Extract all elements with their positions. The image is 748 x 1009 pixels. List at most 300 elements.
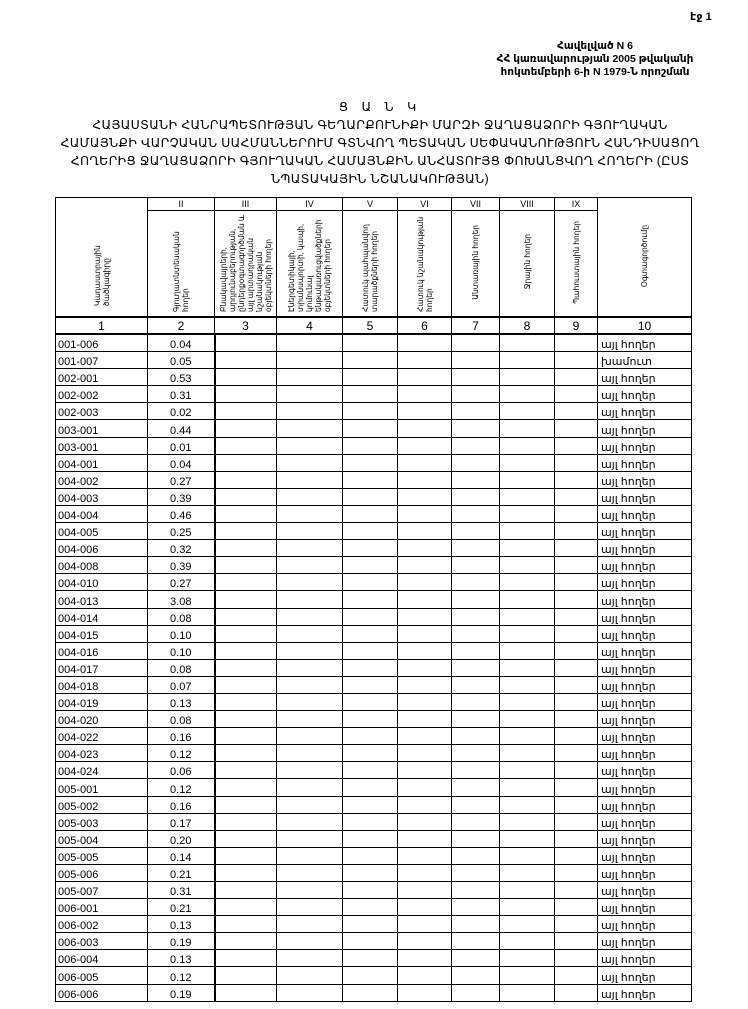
table-row xyxy=(56,984,692,1001)
empty-cell-col-4 xyxy=(277,454,343,471)
empty-cell-col-3 xyxy=(215,454,277,471)
empty-cell-col-6 xyxy=(398,950,452,967)
empty-cell-col-3 xyxy=(215,659,277,676)
usage-cell: այլ հողեր xyxy=(598,505,692,522)
cadastral-code-cell: 001-006 xyxy=(56,334,148,352)
empty-cell-col-6 xyxy=(398,728,452,745)
agricultural-area-cell: 0.17 xyxy=(148,813,215,830)
table-row xyxy=(56,505,692,522)
agricultural-area-cell: 0.31 xyxy=(148,882,215,899)
table-row xyxy=(56,933,692,950)
empty-cell-col-7 xyxy=(452,386,500,403)
empty-cell-col-3 xyxy=(215,728,277,745)
empty-cell-col-9 xyxy=(555,916,598,933)
roman-9: IX xyxy=(555,198,598,211)
empty-cell-col-4 xyxy=(277,523,343,540)
title-line-2: ՀԱՅԱՍՏԱՆԻ ՀԱՆՐԱՊԵՏՈՒԹՅԱՆ ԳԵՂԱՐՔՈՒՆԻՔԻ ՄԱՐԶԻ ՋԱՂԱՑԱՁՈՐԻ ԳՅՈՒՂԱԿԱՆ xyxy=(92,118,668,132)
usage-cell: այլ հողեր xyxy=(598,488,692,505)
empty-cell-col-6 xyxy=(398,557,452,574)
empty-cell-col-7 xyxy=(452,334,500,352)
empty-cell-col-9 xyxy=(555,403,598,420)
agricultural-area-cell: 0.08 xyxy=(148,608,215,625)
empty-cell-col-4 xyxy=(277,779,343,796)
empty-cell-col-3 xyxy=(215,967,277,984)
usage-cell: այլ հողեր xyxy=(598,864,692,881)
col-number-6: 6 xyxy=(398,317,452,334)
usage-cell: այլ հողեր xyxy=(598,574,692,591)
table-row xyxy=(56,728,692,745)
empty-cell-col-7 xyxy=(452,882,500,899)
empty-cell-col-9 xyxy=(555,711,598,728)
empty-cell-col-4 xyxy=(277,711,343,728)
cadastral-code-cell: 005-004 xyxy=(56,830,148,847)
roman-3: III xyxy=(215,198,277,211)
agricultural-area-cell: 3.08 xyxy=(148,591,215,608)
empty-cell-col-7 xyxy=(452,796,500,813)
empty-cell-col-9 xyxy=(555,984,598,1001)
table-row xyxy=(56,557,692,574)
empty-cell-col-5 xyxy=(343,728,398,745)
empty-cell-col-6 xyxy=(398,505,452,522)
empty-cell-col-9 xyxy=(555,728,598,745)
agricultural-area-cell: 0.39 xyxy=(148,557,215,574)
empty-cell-col-7 xyxy=(452,420,500,437)
empty-cell-col-8 xyxy=(500,916,555,933)
agricultural-area-cell: 0.08 xyxy=(148,659,215,676)
header-special xyxy=(398,211,452,318)
annex-line-2: ՀՀ կառավարության 2005 թվականի xyxy=(496,53,694,65)
empty-cell-col-4 xyxy=(277,505,343,522)
table-row xyxy=(56,625,692,642)
empty-cell-col-7 xyxy=(452,352,500,369)
cadastral-code-cell: 004-016 xyxy=(56,642,148,659)
empty-cell-col-6 xyxy=(398,779,452,796)
empty-cell-col-4 xyxy=(277,847,343,864)
empty-cell-col-9 xyxy=(555,779,598,796)
usage-cell: այլ հողեր xyxy=(598,676,692,693)
agricultural-area-cell: 0.27 xyxy=(148,471,215,488)
agricultural-area-cell: 0.20 xyxy=(148,830,215,847)
agricultural-area-cell: 0.12 xyxy=(148,745,215,762)
agricultural-area-cell: 0.16 xyxy=(148,728,215,745)
empty-cell-col-8 xyxy=(500,779,555,796)
empty-cell-col-5 xyxy=(343,967,398,984)
empty-cell-col-3 xyxy=(215,471,277,488)
empty-cell-col-3 xyxy=(215,505,277,522)
empty-cell-col-7 xyxy=(452,591,500,608)
empty-cell-col-8 xyxy=(500,591,555,608)
usage-cell: այլ հողեր xyxy=(598,813,692,830)
empty-cell-col-5 xyxy=(343,762,398,779)
header-reserve xyxy=(555,211,598,318)
usage-cell: այլ հողեր xyxy=(598,830,692,847)
usage-cell: այլ հողեր xyxy=(598,693,692,710)
empty-cell-col-9 xyxy=(555,591,598,608)
agricultural-area-cell: 0.05 xyxy=(148,352,215,369)
cadastral-code-cell: 002-002 xyxy=(56,386,148,403)
empty-cell-col-5 xyxy=(343,591,398,608)
empty-cell-col-9 xyxy=(555,386,598,403)
col-number-5: 5 xyxy=(343,317,398,334)
empty-cell-col-8 xyxy=(500,899,555,916)
empty-cell-col-7 xyxy=(452,437,500,454)
col-number-9: 9 xyxy=(555,317,598,334)
cadastral-code-cell: 004-003 xyxy=(56,488,148,505)
title-line-4: ՀՈՂԵՐԻՑ ՋԱՂԱՑԱՁՈՐԻ ԳՅՈՒՂԱԿԱՆ ՀԱՄԱՅՆՔԻՆ ԱՆՀԱՏՈՒՅՑ ՓՈԽԱՆՑՎՈՂ ՀՈՂԵՐԻ (ԸՍՏ xyxy=(70,154,690,168)
empty-cell-col-9 xyxy=(555,642,598,659)
usage-cell: այլ հողեր xyxy=(598,779,692,796)
usage-cell: այլ հողեր xyxy=(598,557,692,574)
col-number-1: 1 xyxy=(56,317,148,334)
usage-cell: այլ հողեր xyxy=(598,420,692,437)
empty-cell-col-7 xyxy=(452,471,500,488)
empty-cell-col-5 xyxy=(343,454,398,471)
empty-cell-col-6 xyxy=(398,454,452,471)
usage-cell: այլ հողեր xyxy=(598,334,692,352)
table-row xyxy=(56,369,692,386)
empty-cell-col-4 xyxy=(277,967,343,984)
empty-cell-col-5 xyxy=(343,659,398,676)
roman-5: V xyxy=(343,198,398,211)
empty-cell-col-4 xyxy=(277,916,343,933)
table-row xyxy=(56,711,692,728)
cadastral-code-cell: 006-001 xyxy=(56,899,148,916)
empty-cell-col-3 xyxy=(215,933,277,950)
empty-cell-col-5 xyxy=(343,642,398,659)
empty-cell-col-6 xyxy=(398,437,452,454)
empty-cell-col-9 xyxy=(555,762,598,779)
empty-cell-col-6 xyxy=(398,403,452,420)
empty-cell-col-8 xyxy=(500,420,555,437)
empty-cell-col-6 xyxy=(398,471,452,488)
empty-cell-col-9 xyxy=(555,454,598,471)
empty-cell-col-6 xyxy=(398,659,452,676)
header-text: Հատուկ պահպանվող տարածքների հողեր xyxy=(361,224,379,312)
empty-cell-col-5 xyxy=(343,557,398,574)
header-cadastral-code xyxy=(56,198,148,318)
empty-cell-col-6 xyxy=(398,488,452,505)
empty-cell-col-6 xyxy=(398,762,452,779)
agricultural-area-cell: 0.14 xyxy=(148,847,215,864)
empty-cell-col-7 xyxy=(452,642,500,659)
empty-cell-col-6 xyxy=(398,540,452,557)
empty-cell-col-6 xyxy=(398,813,452,830)
header-energy-transport xyxy=(277,211,343,318)
empty-cell-col-9 xyxy=(555,796,598,813)
empty-cell-col-5 xyxy=(343,471,398,488)
col-number-7: 7 xyxy=(452,317,500,334)
empty-cell-col-5 xyxy=(343,334,398,352)
cadastral-code-cell: 005-001 xyxy=(56,779,148,796)
empty-cell-col-8 xyxy=(500,762,555,779)
agricultural-area-cell: 0.08 xyxy=(148,711,215,728)
empty-cell-col-7 xyxy=(452,676,500,693)
empty-cell-col-8 xyxy=(500,847,555,864)
empty-cell-col-9 xyxy=(555,745,598,762)
empty-cell-col-7 xyxy=(452,728,500,745)
header-water xyxy=(500,211,555,318)
empty-cell-col-4 xyxy=(277,745,343,762)
empty-cell-col-7 xyxy=(452,779,500,796)
usage-cell: այլ հողեր xyxy=(598,437,692,454)
empty-cell-col-7 xyxy=(452,693,500,710)
cadastral-code-cell: 004-019 xyxy=(56,693,148,710)
header-roman-row xyxy=(56,198,692,211)
agricultural-area-cell: 0.12 xyxy=(148,967,215,984)
usage-cell: այլ հողեր xyxy=(598,625,692,642)
empty-cell-col-8 xyxy=(500,625,555,642)
empty-cell-col-8 xyxy=(500,505,555,522)
empty-cell-col-7 xyxy=(452,847,500,864)
cadastral-code-cell: 004-004 xyxy=(56,505,148,522)
empty-cell-col-3 xyxy=(215,574,277,591)
header-text: Ջրային հողեր xyxy=(522,234,532,290)
usage-cell: այլ հողեր xyxy=(598,882,692,899)
empty-cell-col-4 xyxy=(277,830,343,847)
agricultural-area-cell: 0.21 xyxy=(148,899,215,916)
header-text: Օգտագործումը xyxy=(640,224,649,288)
header-agricultural xyxy=(148,211,215,318)
agricultural-area-cell: 0.25 xyxy=(148,523,215,540)
agricultural-area-cell: 0.27 xyxy=(148,574,215,591)
empty-cell-col-8 xyxy=(500,864,555,881)
empty-cell-col-8 xyxy=(500,933,555,950)
header-text: Անտառային հողեր xyxy=(471,224,480,300)
cadastral-code-cell: 005-007 xyxy=(56,882,148,899)
empty-cell-col-3 xyxy=(215,916,277,933)
empty-cell-col-8 xyxy=(500,352,555,369)
empty-cell-col-8 xyxy=(500,557,555,574)
empty-cell-col-4 xyxy=(277,437,343,454)
empty-cell-col-3 xyxy=(215,369,277,386)
usage-cell: այլ հողեր xyxy=(598,711,692,728)
empty-cell-col-5 xyxy=(343,745,398,762)
empty-cell-col-9 xyxy=(555,471,598,488)
empty-cell-col-4 xyxy=(277,728,343,745)
cadastral-code-cell: 001-007 xyxy=(56,352,148,369)
header-usage xyxy=(598,198,692,318)
table-row xyxy=(56,693,692,710)
table-row xyxy=(56,471,692,488)
empty-cell-col-5 xyxy=(343,950,398,967)
empty-cell-col-3 xyxy=(215,403,277,420)
empty-cell-col-6 xyxy=(398,984,452,1001)
empty-cell-col-6 xyxy=(398,933,452,950)
agricultural-area-cell: 0.12 xyxy=(148,779,215,796)
empty-cell-col-3 xyxy=(215,796,277,813)
empty-cell-col-4 xyxy=(277,984,343,1001)
roman-6: VI xyxy=(398,198,452,211)
usage-cell: այլ հողեր xyxy=(598,762,692,779)
empty-cell-col-5 xyxy=(343,523,398,540)
cadastral-code-cell: 004-014 xyxy=(56,608,148,625)
agricultural-area-cell: 0.13 xyxy=(148,916,215,933)
empty-cell-col-7 xyxy=(452,967,500,984)
empty-cell-col-8 xyxy=(500,967,555,984)
header-text: Կադաստրային ծածկագիրը xyxy=(92,245,111,306)
usage-cell: այլ հողեր xyxy=(598,591,692,608)
empty-cell-col-5 xyxy=(343,933,398,950)
empty-cell-col-3 xyxy=(215,711,277,728)
header-text: Հատուկ նշանակության հողեր xyxy=(415,216,434,312)
empty-cell-col-7 xyxy=(452,984,500,1001)
empty-cell-col-8 xyxy=(500,711,555,728)
empty-cell-col-3 xyxy=(215,847,277,864)
table-row xyxy=(56,334,692,352)
empty-cell-col-9 xyxy=(555,352,598,369)
empty-cell-col-5 xyxy=(343,386,398,403)
empty-cell-col-7 xyxy=(452,830,500,847)
empty-cell-col-9 xyxy=(555,882,598,899)
empty-cell-col-4 xyxy=(277,334,343,352)
table-row xyxy=(56,864,692,881)
agricultural-area-cell: 0.10 xyxy=(148,625,215,642)
empty-cell-col-5 xyxy=(343,899,398,916)
roman-7: VII xyxy=(452,198,500,211)
usage-cell: այլ հողեր xyxy=(598,523,692,540)
empty-cell-col-8 xyxy=(500,728,555,745)
cadastral-code-cell: 004-006 xyxy=(56,540,148,557)
cadastral-code-cell: 004-018 xyxy=(56,676,148,693)
empty-cell-col-6 xyxy=(398,608,452,625)
cadastral-code-cell: 006-002 xyxy=(56,916,148,933)
land-table xyxy=(55,197,692,1002)
empty-cell-col-3 xyxy=(215,762,277,779)
header-text: Պահուստային հողեր xyxy=(571,220,581,304)
empty-cell-col-5 xyxy=(343,403,398,420)
empty-cell-col-4 xyxy=(277,488,343,505)
empty-cell-col-7 xyxy=(452,933,500,950)
usage-cell: այլ հողեր xyxy=(598,540,692,557)
empty-cell-col-3 xyxy=(215,864,277,881)
empty-cell-col-9 xyxy=(555,847,598,864)
empty-cell-col-6 xyxy=(398,745,452,762)
empty-cell-col-3 xyxy=(215,334,277,352)
empty-cell-col-6 xyxy=(398,420,452,437)
table-row xyxy=(56,608,692,625)
empty-cell-col-7 xyxy=(452,813,500,830)
empty-cell-col-6 xyxy=(398,967,452,984)
table-row xyxy=(56,967,692,984)
empty-cell-col-9 xyxy=(555,488,598,505)
empty-cell-col-8 xyxy=(500,437,555,454)
empty-cell-col-9 xyxy=(555,864,598,881)
empty-cell-col-6 xyxy=(398,882,452,899)
empty-cell-col-8 xyxy=(500,813,555,830)
empty-cell-col-9 xyxy=(555,369,598,386)
cadastral-code-cell: 005-003 xyxy=(56,813,148,830)
empty-cell-col-8 xyxy=(500,334,555,352)
empty-cell-col-7 xyxy=(452,454,500,471)
empty-cell-col-9 xyxy=(555,523,598,540)
usage-cell: այլ հողեր xyxy=(598,984,692,1001)
empty-cell-col-4 xyxy=(277,574,343,591)
empty-cell-col-3 xyxy=(215,950,277,967)
empty-cell-col-8 xyxy=(500,796,555,813)
empty-cell-col-6 xyxy=(398,711,452,728)
table-row xyxy=(56,591,692,608)
empty-cell-col-9 xyxy=(555,505,598,522)
empty-cell-col-3 xyxy=(215,642,277,659)
table-row xyxy=(56,813,692,830)
table-row xyxy=(56,523,692,540)
empty-cell-col-7 xyxy=(452,745,500,762)
agricultural-area-cell: 0.13 xyxy=(148,693,215,710)
agricultural-area-cell: 0.16 xyxy=(148,796,215,813)
empty-cell-col-6 xyxy=(398,796,452,813)
empty-cell-col-5 xyxy=(343,779,398,796)
empty-cell-col-4 xyxy=(277,403,343,420)
empty-cell-col-8 xyxy=(500,659,555,676)
empty-cell-col-5 xyxy=(343,864,398,881)
empty-cell-col-4 xyxy=(277,642,343,659)
empty-cell-col-3 xyxy=(215,745,277,762)
empty-cell-col-7 xyxy=(452,488,500,505)
empty-cell-col-4 xyxy=(277,352,343,369)
empty-cell-col-7 xyxy=(452,659,500,676)
agricultural-area-cell: 0.19 xyxy=(148,984,215,1001)
empty-cell-col-3 xyxy=(215,899,277,916)
usage-cell: այլ հողեր xyxy=(598,659,692,676)
empty-cell-col-7 xyxy=(452,540,500,557)
cadastral-code-cell: 004-024 xyxy=(56,762,148,779)
table-row xyxy=(56,950,692,967)
cadastral-code-cell: 006-004 xyxy=(56,950,148,967)
empty-cell-col-8 xyxy=(500,454,555,471)
roman-2: II xyxy=(148,198,215,211)
agricultural-area-cell: 0.02 xyxy=(148,403,215,420)
empty-cell-col-7 xyxy=(452,608,500,625)
cadastral-code-cell: 004-008 xyxy=(56,557,148,574)
empty-cell-col-7 xyxy=(452,403,500,420)
empty-cell-col-3 xyxy=(215,352,277,369)
empty-cell-col-3 xyxy=(215,693,277,710)
usage-cell: այլ հողեր xyxy=(598,642,692,659)
usage-cell: այլ հողեր xyxy=(598,967,692,984)
empty-cell-col-6 xyxy=(398,574,452,591)
empty-cell-col-7 xyxy=(452,574,500,591)
empty-cell-col-5 xyxy=(343,711,398,728)
header-number-row xyxy=(56,317,692,334)
empty-cell-col-3 xyxy=(215,557,277,574)
empty-cell-col-5 xyxy=(343,676,398,693)
table-row xyxy=(56,762,692,779)
empty-cell-col-8 xyxy=(500,642,555,659)
usage-cell: այլ հողեր xyxy=(598,847,692,864)
empty-cell-col-8 xyxy=(500,984,555,1001)
empty-cell-col-3 xyxy=(215,386,277,403)
empty-cell-col-4 xyxy=(277,796,343,813)
empty-cell-col-6 xyxy=(398,864,452,881)
empty-cell-col-4 xyxy=(277,608,343,625)
empty-cell-col-6 xyxy=(398,523,452,540)
empty-cell-col-5 xyxy=(343,984,398,1001)
table-row xyxy=(56,847,692,864)
document-title xyxy=(40,98,720,188)
usage-cell: այլ հողեր xyxy=(598,403,692,420)
empty-cell-col-7 xyxy=(452,557,500,574)
title-line-3: ՀԱՄԱՅՆՔԻ ՎԱՐՉԱԿԱՆ ՍԱՀՄԱՆՆԵՐՈՒՄ ԳՏՆՎՈՂ ՊԵՏԱԿԱՆ ՍԵՓԱԿԱՆՈՒԹՅՈՒՆ ՀԱՆԴԻՍԱՑՈՂ xyxy=(60,136,700,150)
empty-cell-col-6 xyxy=(398,676,452,693)
empty-cell-col-3 xyxy=(215,625,277,642)
empty-cell-col-3 xyxy=(215,830,277,847)
cadastral-code-cell: 003-001 xyxy=(56,437,148,454)
empty-cell-col-5 xyxy=(343,540,398,557)
cadastral-code-cell: 004-010 xyxy=(56,574,148,591)
usage-cell: այլ հողեր xyxy=(598,796,692,813)
empty-cell-col-7 xyxy=(452,523,500,540)
usage-cell: այլ հողեր xyxy=(598,745,692,762)
